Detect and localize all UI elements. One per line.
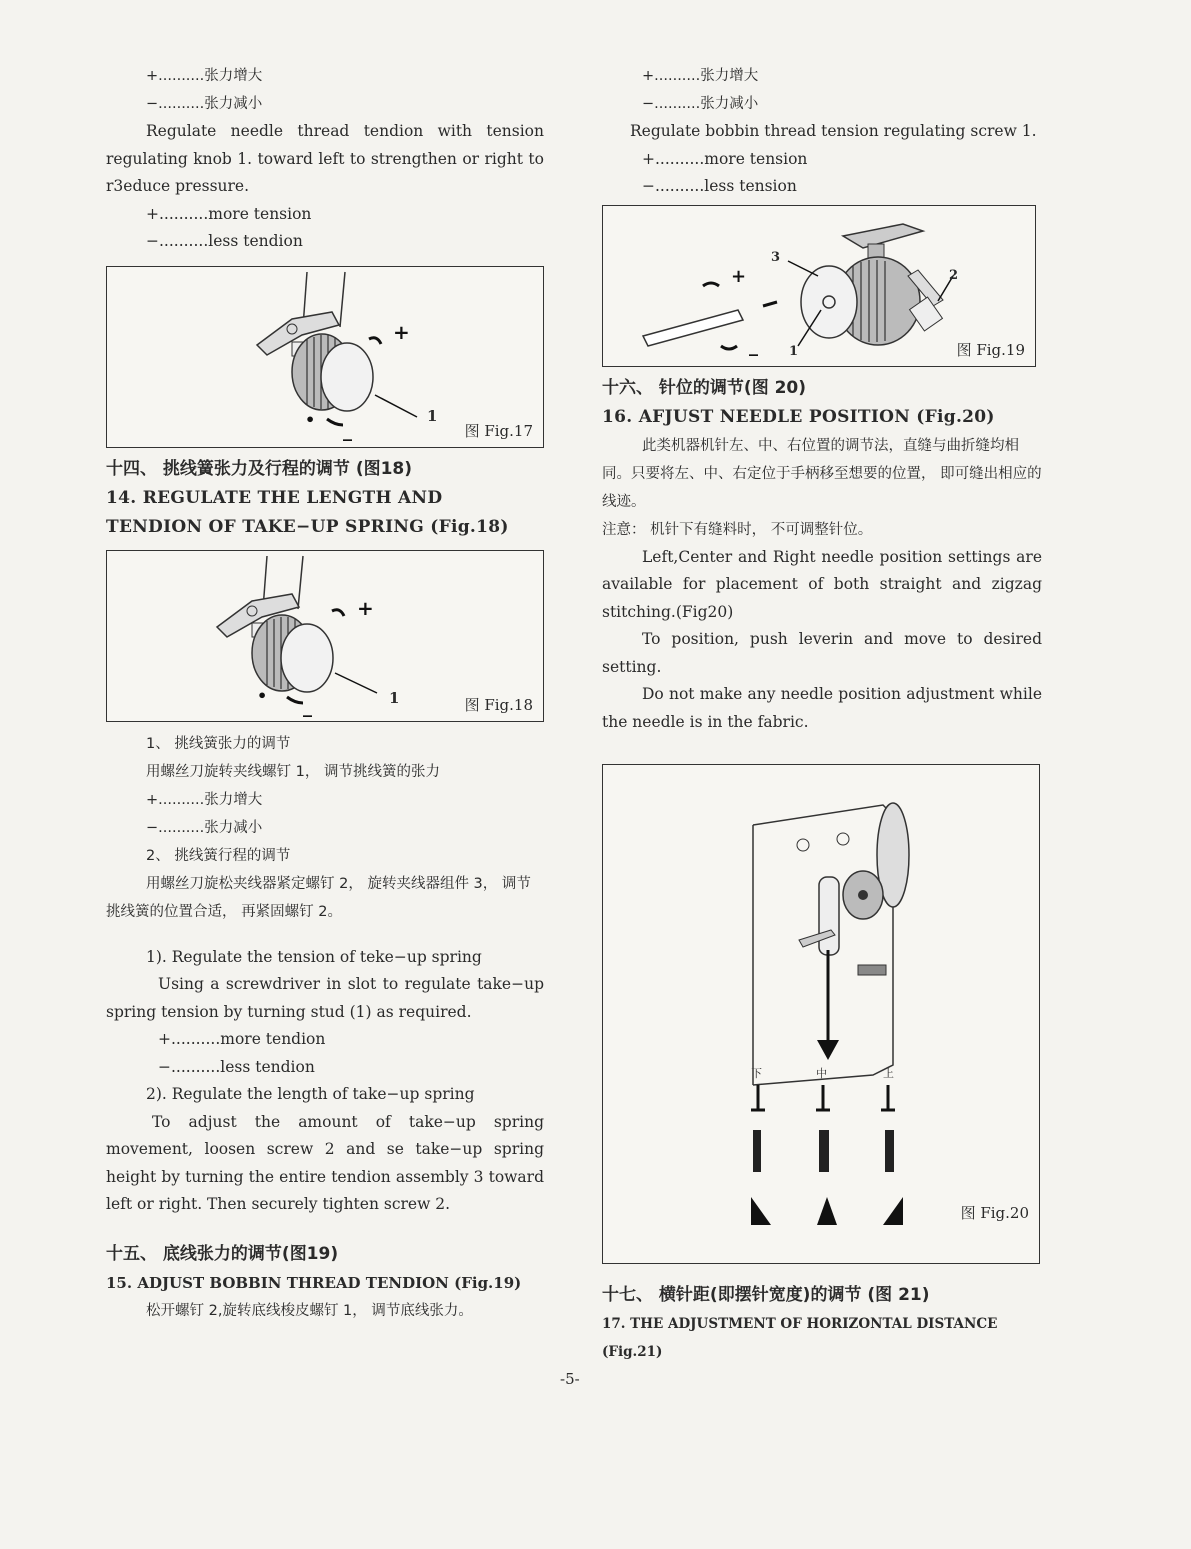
section-16-note-zh: 注意： 机针下有缝料时， 不可调整针位。 (602, 521, 873, 538)
item1-zh-title: 1、 挑线簧张力的调节 (146, 735, 291, 752)
needle-position-illustration (603, 765, 1039, 1263)
item2-zh-title: 2、 挑线簧行程的调节 (146, 847, 291, 864)
item1-zh-text: 用螺丝刀旋转夹线螺钉 1， 调节挑线簧的张力 (146, 763, 440, 780)
fig19-label-2: 2 (949, 267, 959, 283)
left-column (106, 62, 544, 1325)
section-16-title-en: 16. AFJUST NEEDLE POSITION (Fig.20) (602, 406, 995, 427)
fig17-caption: 图 Fig.17 (464, 421, 533, 440)
section-15-zh-text: 松开螺钉 2,旋转底线梭皮螺钉 1， 调节底线张力。 (146, 1302, 473, 1319)
svg-text:_: _ (749, 335, 758, 357)
needle-position-paragraph-3: Do not make any needle position adjustment while the needle is in the fabric. (602, 685, 1042, 731)
right-column (602, 62, 1042, 1366)
figure-18 (106, 550, 544, 722)
needle-position-paragraph-2: To position, push leverin and move to desired setting. (602, 630, 1042, 676)
en-less-tendion: −..........less tendion (158, 1057, 315, 1076)
more-tension-text: +..........more tension (146, 204, 312, 223)
section-16-zh-text: 此类机器机针左、中、右位置的调节法，直缝与曲折缝均相同。只要将左、中、右定位于手柄移至想要的位置， 即可缝出相应的线迹。 (602, 437, 1042, 510)
section-14-title-zh: 十四、 挑线簧张力及行程的调节 (图18) (106, 458, 413, 479)
section-15-title-en: 15. ADJUST BOBBIN THREAD TENDION (Fig.19) (106, 1273, 522, 1292)
bobbin-tension-paragraph: Regulate bobbin thread tension regulating screw 1. (630, 122, 1037, 140)
figure-20 (602, 764, 1040, 1264)
figure-19 (602, 205, 1036, 367)
svg-text:•: • (257, 685, 268, 705)
fig19-caption: 图 Fig.19 (956, 340, 1025, 359)
section-16-title-zh: 十六、 针位的调节(图 20) (602, 377, 807, 398)
svg-text:+: + (393, 319, 410, 344)
tension-minus-zh: −..........张力减小 (146, 96, 263, 112)
tension-plus-zh: +..........张力增大 (146, 68, 263, 84)
en-item1-text: Using a screwdriver in slot to regulate take−up spring tension by turning stud (1) as required. (106, 975, 544, 1021)
section-15-title-zh: 十五、 底线张力的调节(图19) (106, 1243, 339, 1264)
position-left-label: 下 (751, 1067, 762, 1080)
needle-tension-paragraph: Regulate needle thread tendion with tension regulating knob 1. toward left to strengthen or right to r3educe pressure. (106, 122, 544, 195)
fig19-label-1: 1 (789, 343, 799, 359)
svg-text:+: + (357, 595, 374, 620)
svg-text:_: _ (343, 420, 352, 442)
section-17-title-en: 17. THE ADJUSTMENT OF HORIZONTAL DISTANCE (Fig.21) (602, 1316, 998, 1360)
item1-plus-zh: +..........张力增大 (146, 791, 263, 808)
position-center-label: 中 (816, 1067, 827, 1080)
svg-text:_: _ (303, 696, 312, 718)
en-item1-title: 1). Regulate the tension of teke−up spring (146, 947, 482, 966)
en-more-tendion: +..........more tendion (158, 1030, 326, 1048)
svg-text:+: + (731, 265, 747, 287)
less-tendion-text: −..........less tendion (146, 232, 303, 250)
fig20-caption: 图 Fig.20 (960, 1204, 1029, 1222)
section-14-title-en: 14. REGULATE THE LENGTH AND TENDION OF TAKE−UP SPRING (Fig.18) (106, 487, 509, 537)
position-right-label: 上 (883, 1067, 894, 1080)
right-less-tension: −..........less tension (642, 177, 797, 195)
right-more-tension: +..........more tension (642, 149, 808, 168)
page-number: -5- (560, 1370, 580, 1388)
fig18-caption: 图 Fig.18 (464, 695, 533, 714)
section-17-title-zh: 十七、 横针距(即摆针宽度)的调节 (图 21) (602, 1285, 930, 1305)
en-item2-title: 2). Regulate the length of take−up spring (146, 1085, 475, 1103)
en-item2-text: To adjust the amount of take−up spring movement, loosen screw 2 and se take−up spring height by turning the entire tendion assembly 3 toward left or right. Then securely tighten screw 2. (106, 1112, 544, 1213)
right-tension-minus-zh: −..........张力减小 (642, 96, 759, 112)
svg-text:•: • (305, 409, 316, 429)
needle-position-paragraph-1: Left,Center and Right needle position settings are available for placement of both straight and zigzag stitching.(Fig20) (602, 547, 1042, 621)
item1-minus-zh: −..........张力减小 (146, 819, 263, 836)
right-tension-plus-zh: +..........张力增大 (642, 68, 759, 84)
item2-zh-text: 用螺丝刀旋松夹线器紧定螺钉 2， 旋转夹线器组件 3， 调节挑线簧的位置合适， 再紧固螺钉 2。 (106, 875, 531, 920)
fig18-label-1: 1 (389, 688, 400, 707)
figure-17 (106, 266, 544, 448)
fig17-label-1: 1 (427, 406, 438, 425)
fig19-label-3: 3 (771, 249, 781, 265)
